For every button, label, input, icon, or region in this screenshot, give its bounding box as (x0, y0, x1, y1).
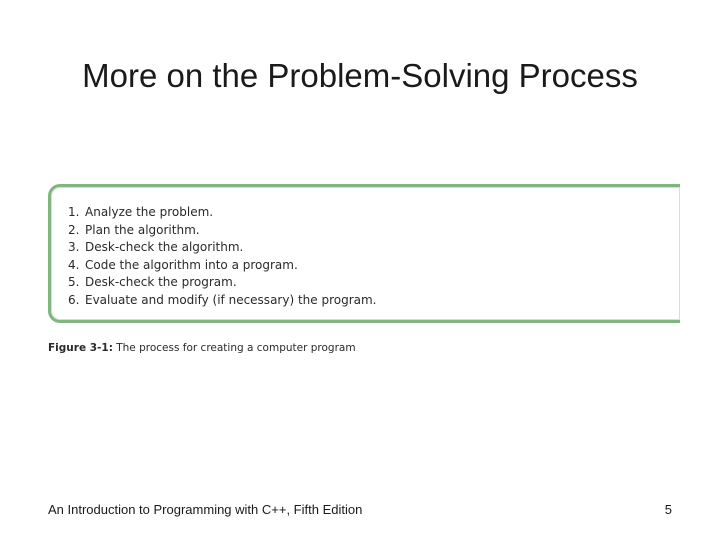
list-item (68, 274, 377, 292)
step-text: Evaluate and modify (if necessary) the program. (85, 292, 377, 307)
step-number: 2. (68, 222, 80, 237)
step-number: 1. (68, 205, 80, 219)
caption-label: Figure 3-1: (48, 342, 113, 354)
slide-title: More on the Problem-Solving Process (82, 57, 638, 94)
list-item (68, 292, 377, 310)
process-steps-list (68, 204, 377, 310)
list-item (68, 204, 377, 222)
step-number: 5. (68, 275, 80, 290)
step-text: Analyze the problem. (85, 205, 214, 219)
step-text: Desk-check the program. (85, 275, 237, 290)
step-text: Plan the algorithm. (85, 222, 200, 237)
caption-text: The process for creating a computer program (112, 342, 356, 354)
footer-book-title: An Introduction to Programming with C++, Fifth Edition (48, 502, 363, 517)
step-text: Desk-check the algorithm. (85, 240, 244, 255)
page-number: 5 (664, 502, 672, 517)
list-item (68, 239, 377, 257)
list-item (68, 257, 377, 275)
step-number: 3. (68, 240, 80, 255)
step-number: 4. (68, 257, 80, 272)
list-item (68, 222, 377, 240)
figure-caption (48, 342, 356, 354)
step-text: Code the algorithm into a program. (85, 257, 298, 272)
step-number: 6. (68, 292, 80, 307)
